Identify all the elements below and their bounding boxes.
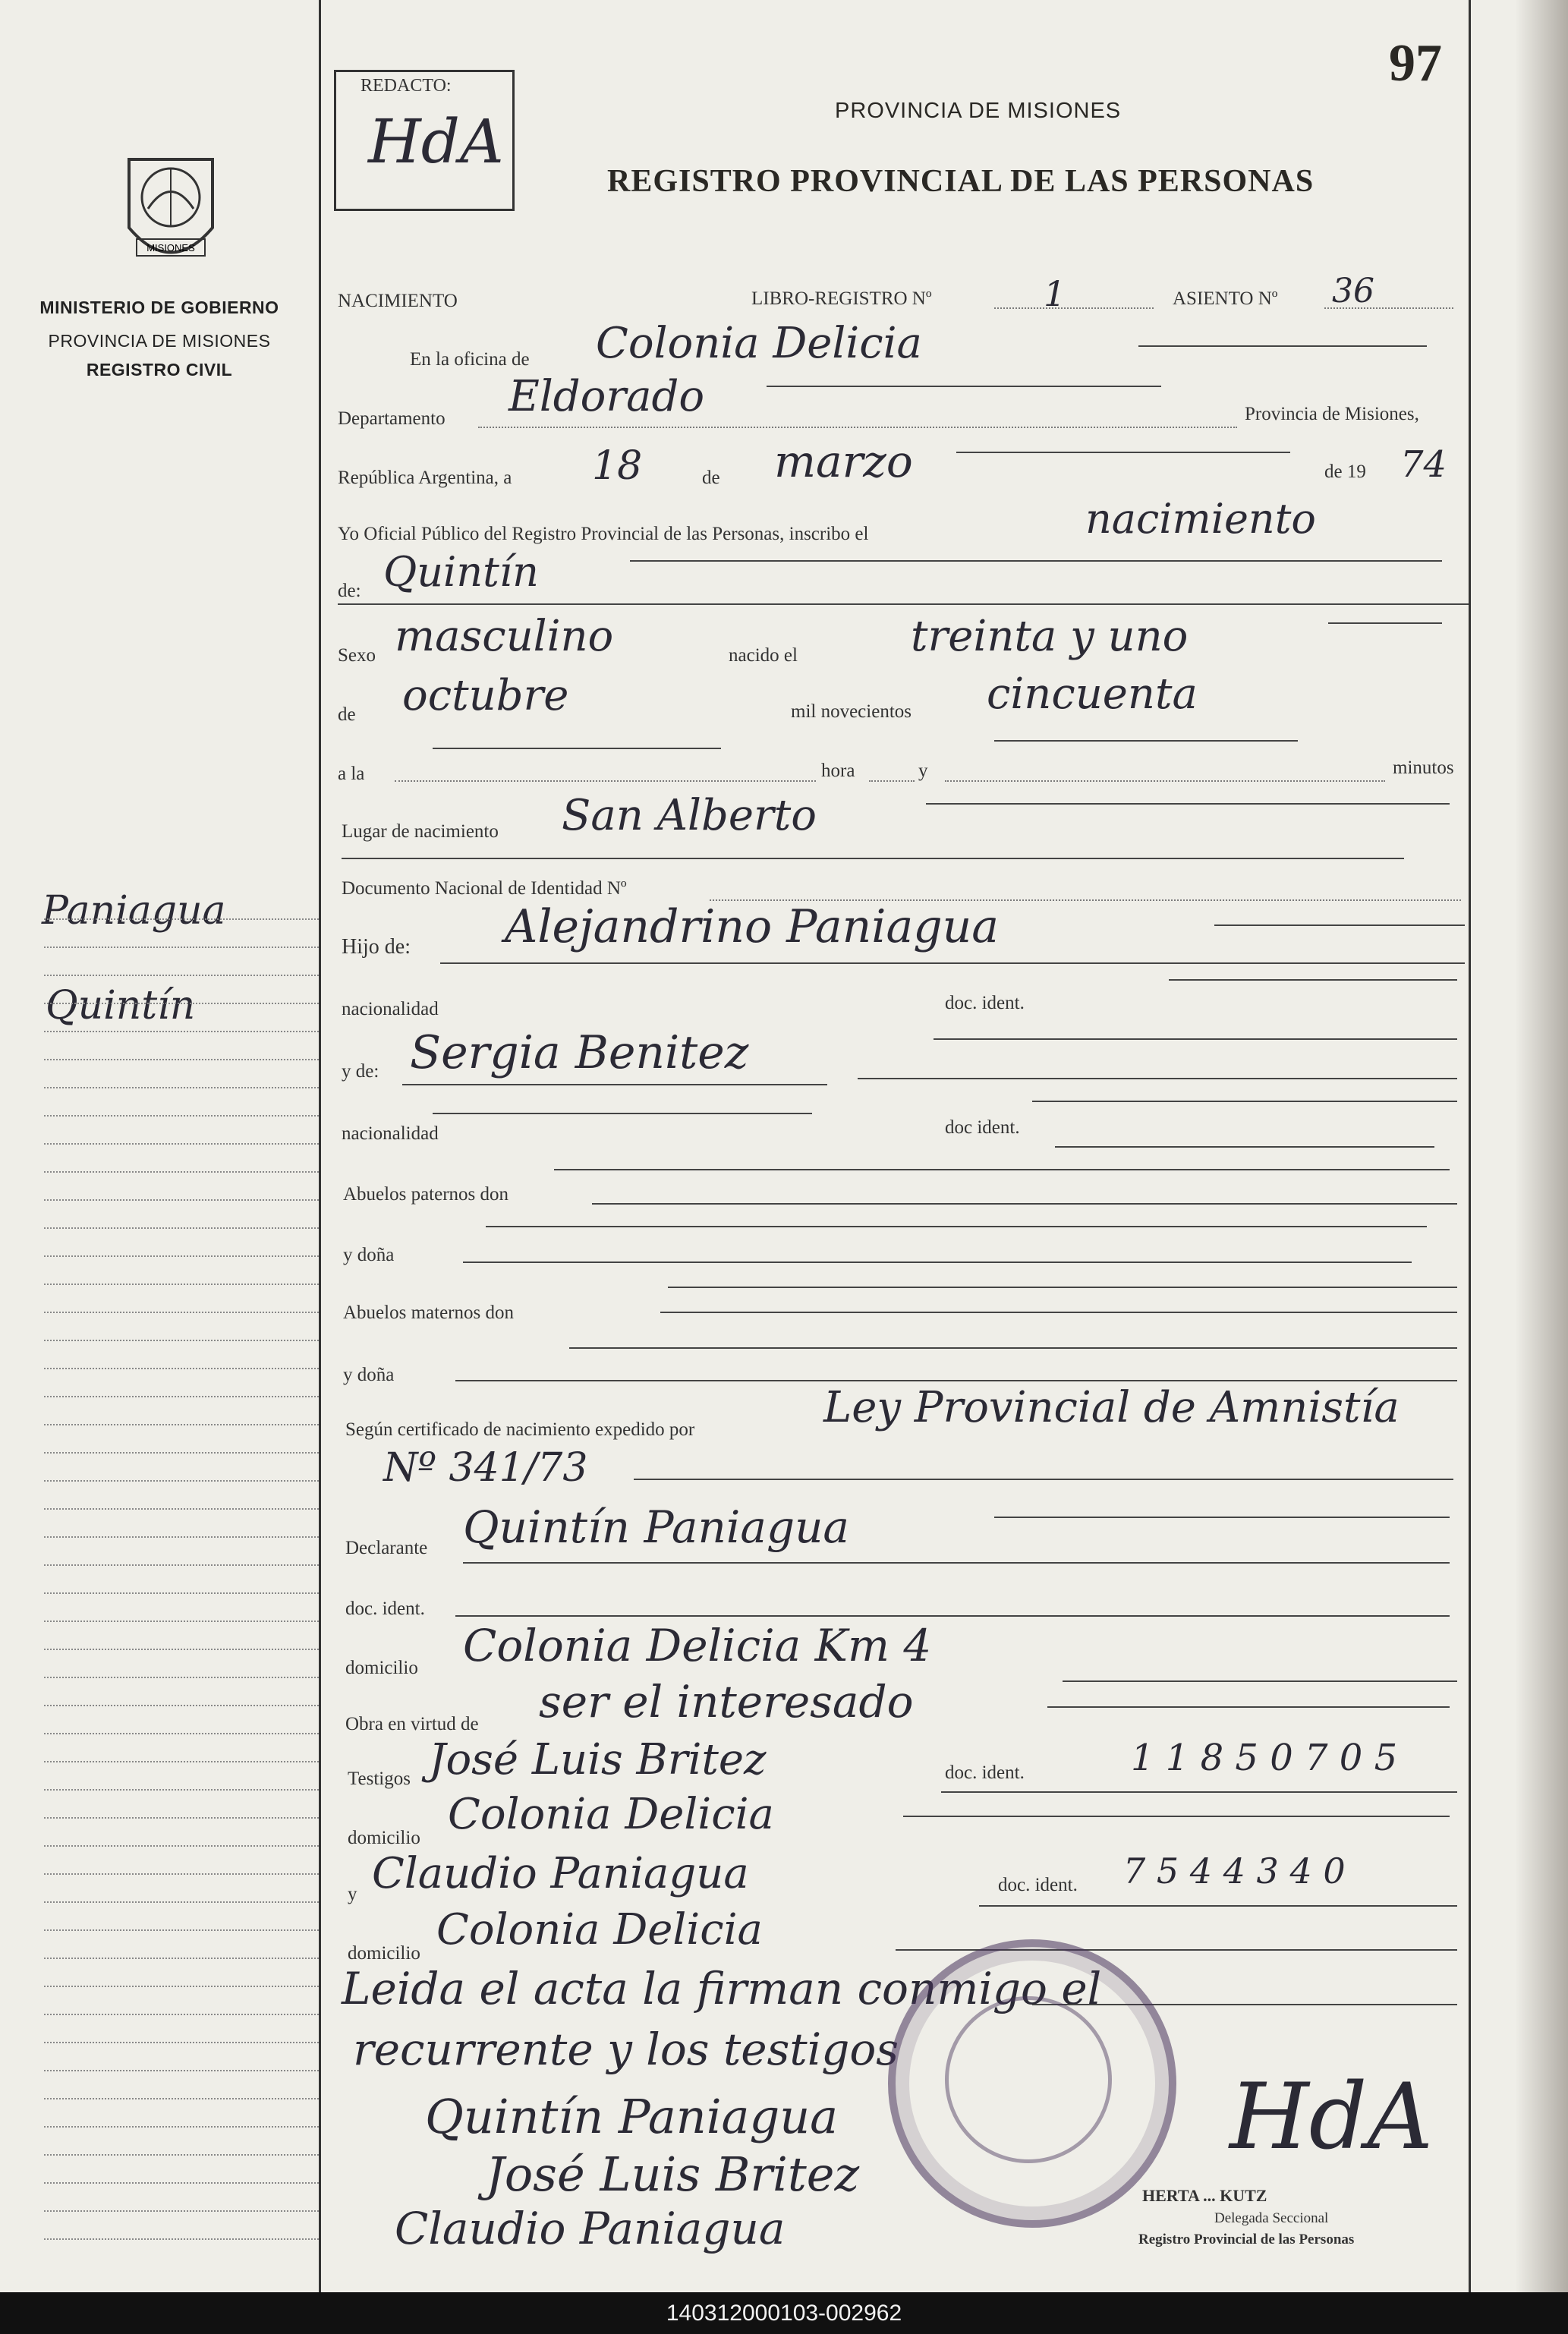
sidebar-divider (319, 0, 321, 2292)
sidebar-dotted-line (44, 1592, 319, 1594)
testigo1-rule (941, 1791, 1457, 1793)
a-la-label: a la (338, 764, 365, 784)
official-seal-inner (945, 1996, 1112, 2163)
doc-ident3-label: doc. ident. (345, 1599, 425, 1619)
sidebar-registry: REGISTRO CIVIL (86, 360, 233, 380)
firma-declarante: Quintín Paniagua (425, 2089, 839, 2144)
sexo-value: masculino (395, 612, 614, 661)
official-signature: HdA (1230, 2065, 1434, 2170)
provincial-crest-icon (114, 144, 228, 281)
sidebar-dotted-line (44, 1199, 319, 1201)
y-label: y (918, 761, 928, 781)
sidebar-dotted-line (44, 2210, 319, 2212)
segun-rule (634, 1479, 1453, 1480)
declarante-label: Declarante (345, 1538, 428, 1558)
inscribo-value: nacimiento (1085, 495, 1316, 543)
hora-dots (395, 780, 816, 782)
libro-label: LIBRO-REGISTRO Nº (751, 288, 932, 309)
minutos-label: minutos (1393, 758, 1454, 778)
nac-rule1 (1169, 979, 1457, 981)
nombre-rule2 (338, 603, 1469, 605)
testigo1-dom-rule (903, 1816, 1450, 1817)
sidebar-dotted-line (44, 1003, 319, 1004)
lugar-value: San Alberto (562, 791, 817, 840)
official-name: HERTA ... KUTZ (1142, 2186, 1267, 2205)
sidebar-dotted-line (44, 1705, 319, 1706)
y2-label: y (348, 1884, 357, 1904)
sidebar-dotted-line (44, 1255, 319, 1257)
sexo-label: Sexo (338, 645, 376, 666)
nacido-rule (1328, 622, 1442, 624)
sidebar-dotted-line (44, 1929, 319, 1931)
de2-label: de (338, 704, 356, 725)
doc-ident4-label: doc. ident. (945, 1762, 1025, 1783)
libro-value: 1 (1044, 273, 1066, 314)
sidebar-dotted-line (44, 1227, 319, 1229)
sidebar-dotted-line (44, 2014, 319, 2015)
declarante-rule2 (463, 1562, 1450, 1564)
obra-label: Obra en virtud de (345, 1714, 479, 1734)
redacto-label: REDACTO: (361, 76, 452, 96)
sidebar-dotted-line (44, 1789, 319, 1791)
departamento-dots (478, 427, 1237, 428)
testigo2-dom: Colonia Delicia (436, 1905, 763, 1954)
hora-dots2 (869, 780, 915, 782)
testigos-label: Testigos (348, 1769, 411, 1789)
domicilio-value: Colonia Delicia Km 4 (463, 1620, 932, 1671)
asiento-label: ASIENTO Nº (1173, 288, 1278, 309)
sidebar-dotted-line (44, 1171, 319, 1173)
madre-rule (402, 1084, 827, 1085)
hora-label: hora (821, 761, 855, 781)
oficina-label: En la oficina de (410, 349, 530, 370)
header-registry: REGISTRO PROVINCIAL DE LAS PERSONAS (607, 164, 1315, 199)
page-number: 97 (1389, 34, 1442, 93)
oficina-value: Colonia Delicia (596, 319, 922, 368)
de-colon-label: de: (338, 581, 361, 601)
caption-bar: 140312000103-002962 (0, 2292, 1568, 2334)
lugar-rule (926, 803, 1450, 805)
leida-line1: Leida el acta la firman conmigo el (342, 1963, 1102, 2014)
mes-value: marzo (774, 436, 913, 487)
anio-nac-rule (433, 748, 721, 749)
sidebar-dotted-line (44, 2070, 319, 2071)
abuelos-maternos-rule (660, 1312, 1457, 1313)
margin-given-name: Quintín (46, 983, 196, 1028)
sidebar-dotted-line (44, 2182, 319, 2184)
sidebar-dotted-line (44, 975, 319, 976)
madre-rule4 (1032, 1101, 1457, 1102)
sidebar-dotted-line (44, 1312, 319, 1313)
segun-label: Según certificado de nacimiento expedido por (345, 1419, 695, 1440)
obra-rule (1047, 1706, 1450, 1708)
testigo2-rule (979, 1905, 1457, 1907)
declarante-rule (994, 1517, 1450, 1518)
oficina-rule (1138, 345, 1427, 347)
departamento-value: Eldorado (508, 372, 705, 421)
segun-value: Ley Provincial de Amnistía (823, 1383, 1400, 1432)
doc-ident5-label: doc. ident. (998, 1875, 1078, 1895)
hijo-label: Hijo de: (342, 935, 411, 959)
sidebar-dotted-line (44, 947, 319, 948)
abuelos-maternos-rule2 (569, 1347, 1457, 1349)
sidebar-dotted-line (44, 1059, 319, 1060)
sidebar-dotted-line (44, 918, 319, 920)
sidebar-dotted-line (44, 1480, 319, 1482)
testigo1-value: José Luis Britez (429, 1735, 767, 1784)
asiento-dots (1324, 307, 1453, 309)
testigo2-doc: 7 5 4 4 3 4 0 (1123, 1851, 1346, 1891)
departamento-label: Departamento (338, 408, 446, 429)
abuelos-paternos-label: Abuelos paternos don (343, 1184, 509, 1205)
sidebar-dotted-line (44, 1817, 319, 1819)
sidebar-dotted-line (44, 1143, 319, 1145)
y-dona-label: y doña (343, 1245, 395, 1265)
libro-dots (994, 307, 1154, 309)
sidebar-dotted-line (44, 1733, 319, 1734)
y-dona2-rule (455, 1380, 1457, 1381)
y-de-label: y de: (342, 1061, 379, 1082)
sidebar-dotted-line (44, 1424, 319, 1425)
lugar-rule2 (342, 858, 1404, 859)
sidebar-dotted-line (44, 1115, 319, 1117)
nombre-rule1 (630, 560, 1442, 562)
anio-nac-value: cincuenta (987, 669, 1198, 719)
anio-value: 74 (1400, 443, 1447, 486)
dia-value: 18 (592, 443, 643, 489)
sidebar-dotted-line (44, 2154, 319, 2156)
crest-text: MISIONES (146, 242, 195, 254)
testigo1-doc: 1 1 8 5 0 7 0 5 (1131, 1737, 1398, 1779)
padre-rule (1214, 924, 1465, 926)
sidebar-dotted-line (44, 1031, 319, 1032)
abuelos-maternos-label: Abuelos maternos don (343, 1302, 514, 1323)
y-dona-rule2 (668, 1287, 1457, 1288)
oficial-label: Yo Oficial Público del Registro Provincial de las Personas, inscribo el (338, 524, 869, 544)
mes-nac-value: octubre (402, 671, 569, 720)
departamento-rule1 (767, 386, 1161, 387)
sidebar-dotted-line (44, 2126, 319, 2128)
anio-nac-rule2 (994, 740, 1298, 742)
official-title1: Delegada Seccional (1214, 2210, 1329, 2226)
lugar-label: Lugar de nacimiento (342, 821, 499, 842)
nacionalidad-label: nacionalidad (342, 999, 439, 1019)
asiento-value: 36 (1332, 272, 1374, 310)
official-title2: Registro Provincial de las Personas (1138, 2232, 1355, 2247)
margin-surname: Paniagua (42, 888, 226, 934)
testigo2-value: Claudio Paniagua (372, 1849, 749, 1898)
doc-ident2-label: doc ident. (945, 1117, 1020, 1138)
sidebar-dotted-line (44, 1845, 319, 1847)
domicilio-rule (1063, 1680, 1457, 1682)
nacido-value: treinta y uno (911, 612, 1189, 661)
madre-value: Sergia Benitez (410, 1026, 749, 1079)
nacido-label: nacido el (729, 645, 798, 666)
minutos-dots (945, 780, 1385, 782)
sidebar-dotted-line (44, 1340, 319, 1341)
doc-ident-label: doc. ident. (945, 993, 1025, 1013)
sidebar-dotted-line (44, 2238, 319, 2240)
sidebar-dotted-line (44, 1621, 319, 1622)
nac2-rule2 (554, 1169, 1450, 1170)
testigo1-dom: Colonia Delicia (448, 1790, 774, 1839)
abuelos-paternos-rule2 (486, 1226, 1427, 1227)
sidebar-dotted-line (44, 1368, 319, 1369)
sidebar-dotted-line (44, 1087, 319, 1088)
obra-value: ser el interesado (539, 1676, 914, 1728)
nombre-value: Quintín (383, 548, 539, 596)
mil-label: mil novecientos (791, 701, 912, 722)
sidebar-dotted-line (44, 1452, 319, 1454)
mes-rule (956, 452, 1290, 453)
redacto-initials: HdA (368, 106, 504, 177)
de-label: de (702, 468, 720, 488)
nacionalidad2-label: nacionalidad (342, 1123, 439, 1144)
firma-testigo1: José Luis Britez (486, 2147, 860, 2202)
padre-value: Alejandrino Paniagua (505, 900, 1000, 953)
doc3-rule (455, 1615, 1450, 1617)
sidebar-dotted-line (44, 1536, 319, 1538)
y-dona2-label: y doña (343, 1365, 395, 1385)
firma-testigo2: Claudio Paniagua (395, 2203, 786, 2254)
leida-line2: recurrente y los testigos (353, 2024, 899, 2075)
sidebar-ministry: MINISTERIO DE GOBIERNO (39, 298, 279, 317)
sidebar-dotted-line (44, 2042, 319, 2043)
provincia-label: Provincia de Misiones, (1245, 404, 1419, 424)
sidebar-dotted-line (44, 1284, 319, 1285)
right-border (1469, 0, 1471, 2292)
sidebar-province: PROVINCIA DE MISIONES (48, 331, 271, 351)
de-anio-label: de 19 (1324, 461, 1366, 482)
sidebar-dotted-line (44, 1873, 319, 1875)
abuelos-paternos-rule (592, 1203, 1457, 1205)
sidebar-dotted-line (44, 2098, 319, 2099)
madre-rule3 (433, 1113, 812, 1114)
nac2-rule (1055, 1146, 1434, 1148)
sidebar-dotted-line (44, 1761, 319, 1762)
sidebar-dotted-line (44, 1649, 319, 1650)
madre-rule2 (858, 1078, 1457, 1079)
sidebar-dotted-line (44, 1564, 319, 1566)
sidebar-dotted-line (44, 1901, 319, 1903)
sidebar-dotted-line (44, 1508, 319, 1510)
nac-rule2 (934, 1038, 1457, 1040)
documento-label: Documento Nacional de Identidad Nº (342, 878, 627, 899)
sidebar-dotted-line (44, 1677, 319, 1678)
domicilio-label: domicilio (345, 1658, 418, 1678)
sidebar-dotted-line (44, 1986, 319, 1987)
sidebar-dotted-line (44, 1396, 319, 1397)
nacimiento-label: NACIMIENTO (338, 291, 458, 311)
declarante-value: Quintín Paniagua (463, 1501, 850, 1553)
republica-label: República Argentina, a (338, 468, 512, 488)
header-province: PROVINCIA DE MISIONES (835, 99, 1122, 123)
y-dona-rule (463, 1261, 1412, 1263)
domicilio3-label: domicilio (348, 1943, 420, 1964)
padre-rule2 (440, 962, 1465, 964)
domicilio2-label: domicilio (348, 1828, 420, 1848)
segun-value2: Nº 341/73 (383, 1445, 588, 1491)
sidebar-dotted-line (44, 1958, 319, 1959)
